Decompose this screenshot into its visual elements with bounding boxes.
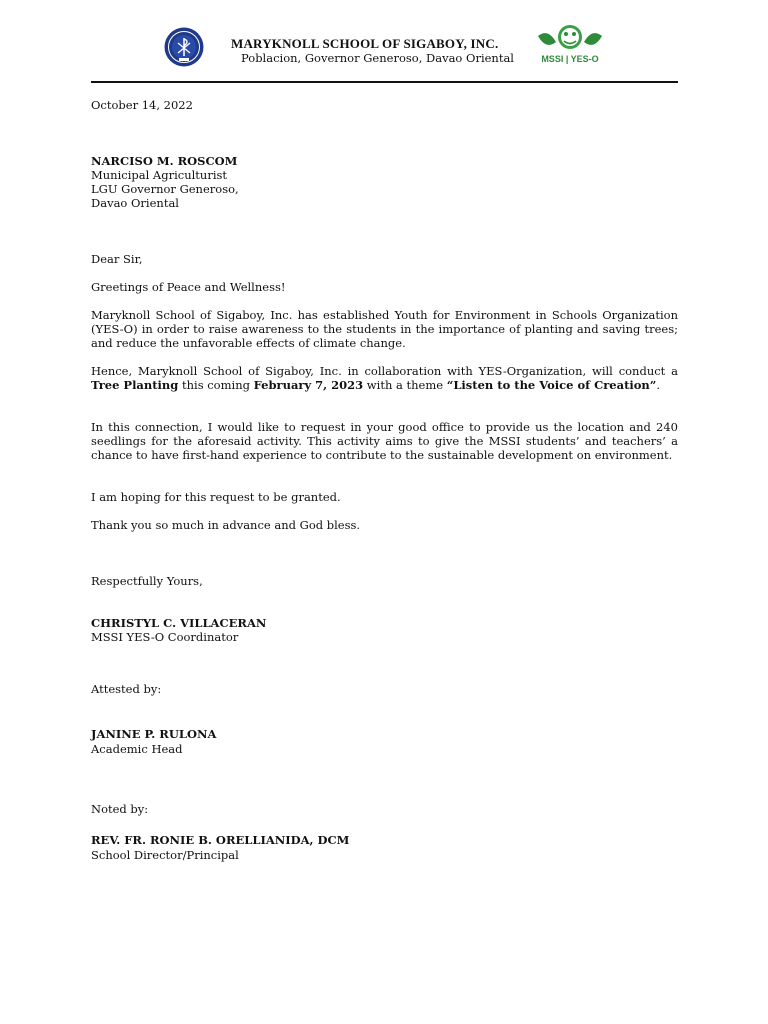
noter-title: School Director/Principal	[91, 848, 239, 862]
noter-name: REV. FR. RONIE B. ORELLIANIDA, DCM	[91, 833, 350, 847]
attested-label: Attested by:	[91, 682, 162, 696]
signatory-name: CHRISTYL C. VILLACERAN	[91, 616, 267, 630]
yes-o-logo-icon	[536, 22, 604, 66]
attester-title: Academic Head	[91, 742, 183, 756]
school-address: Poblacion, Governor Generoso, Davao Oriental	[241, 51, 514, 65]
greeting: Greetings of Peace and Wellness!	[91, 280, 286, 294]
event-date: February 7, 2023	[253, 378, 364, 392]
event-name: Tree Planting	[91, 378, 179, 392]
closing: Respectfully Yours,	[91, 574, 203, 588]
noted-label: Noted by:	[91, 802, 149, 816]
recipient-office: LGU Governor Generoso,	[91, 182, 239, 196]
salutation: Dear Sir,	[91, 252, 143, 266]
paragraph-intro: Maryknoll School of Sigaboy, Inc. has established Youth for Environment in Schools Organization (YES-O) in order to raise awareness to the students in the importance of planting and saving trees; and reduce the unfavorable effects of climate change.	[91, 308, 678, 350]
paragraph-request: In this connection, I would like to request in your good office to provide us the location and 240 seedlings for the aforesaid activity. This activity aims to give the MSSI students’ and teachers’ a chance to have first-hand experience to contribute to the sustainable development on environment.	[91, 420, 678, 462]
paragraph-hope: I am hoping for this request to be granted.	[91, 490, 341, 504]
school-name: MARYKNOLL SCHOOL OF SIGABOY, INC.	[231, 36, 499, 51]
attester-name: JANINE P. RULONA	[91, 727, 217, 741]
recipient-name: NARCISO M. ROSCOM	[91, 154, 238, 168]
header-divider	[91, 81, 678, 83]
paragraph-thanks: Thank you so much in advance and God bless.	[91, 518, 361, 532]
event-theme: “Listen to the Voice of Creation”	[446, 378, 657, 392]
signatory-title: MSSI YES-O Coordinator	[91, 630, 239, 644]
svg-text:MSSI | YES-O: MSSI | YES-O	[541, 54, 599, 64]
paragraph-event: Hence, Maryknoll School of Sigaboy, Inc. in collaboration with YES-Organization, will conduct a Tree Planting this coming February 7, 2023 with a theme “Listen to the Voice of Creation”.	[91, 364, 678, 392]
letter-date: October 14, 2022	[91, 98, 193, 112]
school-seal-icon	[164, 27, 204, 67]
recipient-title: Municipal Agriculturist	[91, 168, 228, 182]
recipient-location: Davao Oriental	[91, 196, 179, 210]
